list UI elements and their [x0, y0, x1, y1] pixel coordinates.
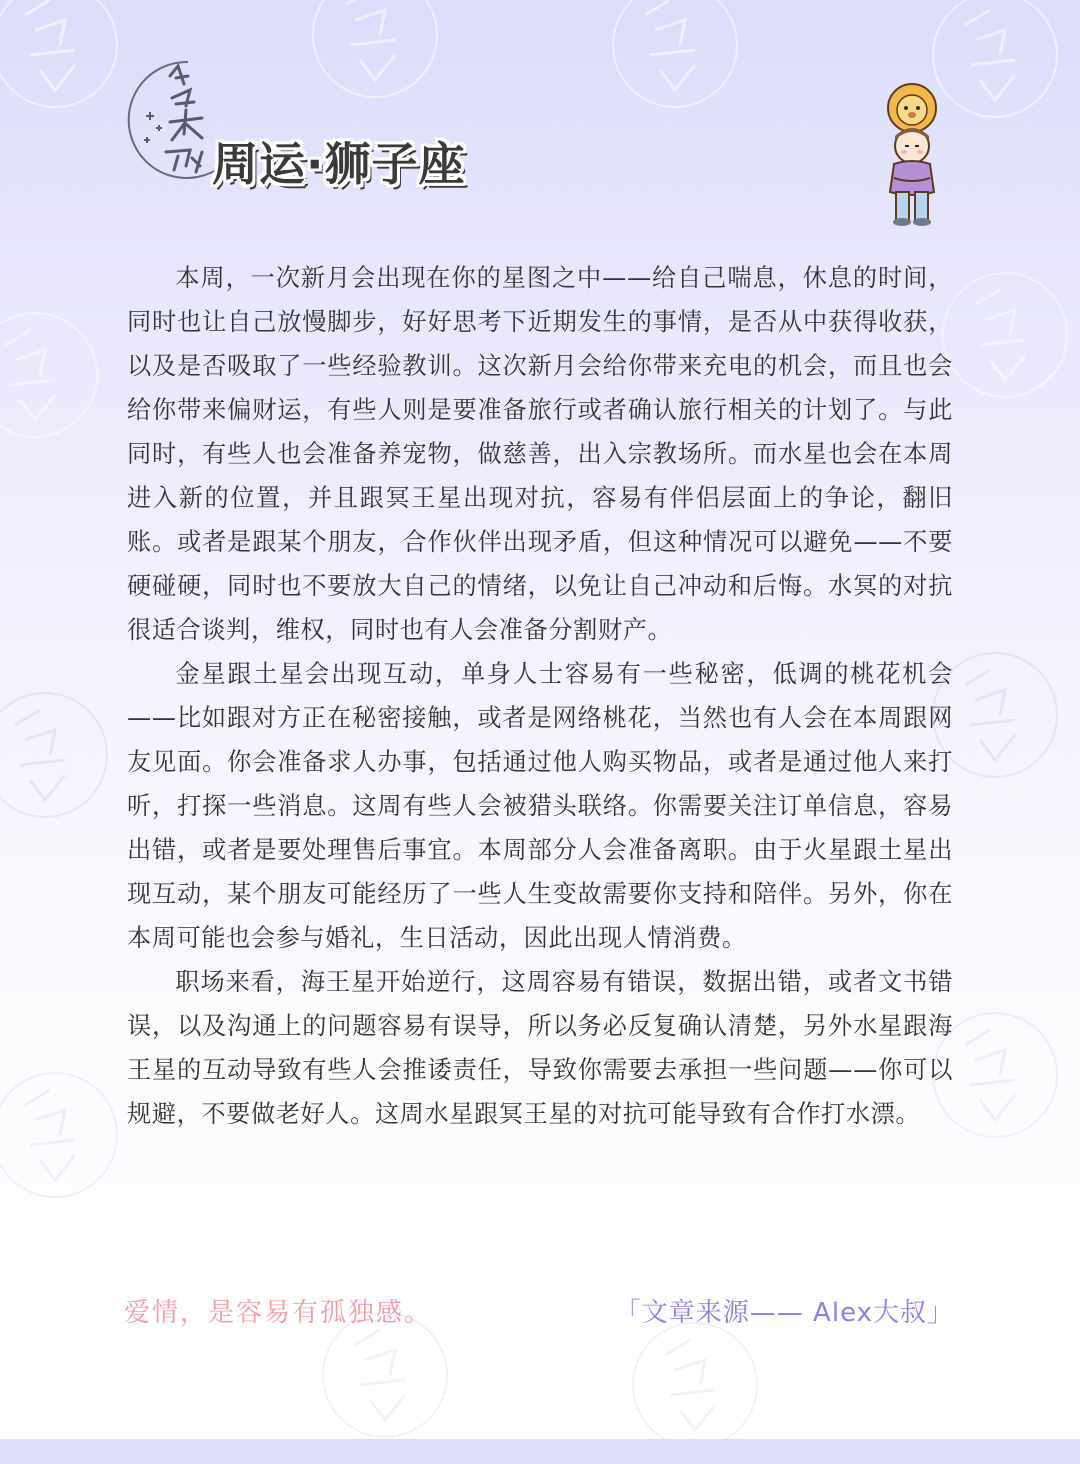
- header: [0, 0, 1080, 240]
- page-title: 周运·狮子座: [212, 137, 466, 191]
- source-credit: 「文章来源—— Alex大叔」: [614, 1298, 954, 1328]
- watermark-logo: [0, 1060, 130, 1210]
- watermark-logo: [0, 680, 120, 830]
- article-paragraph: 本周，一次新月会出现在你的星图之中——给自己喘息，休息的时间，同时也让自己放慢脚步，好好思考下近期发生的事情，是否从中获得收获，以及是否吸取了一些经验教训。这次新月会给你带来充电的机会，而且也会给你带来偏财运，有些人则是要准备旅行或者确认旅行相关的计划了。与此同时，有些人也会准备养宠物，做慈善，出入宗教场所。而水星也会在本周进入新的位置，并且跟冥王星出现对抗，容易有伴侣层面上的争论，翻旧账。或者是跟某个朋友，合作伙伴出现矛盾，但这种情况可以避免——不要硬碰硬，同时也不要放大自己的情绪，以免让自己冲动和后悔。水冥的对抗很适合谈判，维权，同时也有人会准备分割财产。: [127, 264, 953, 644]
- article-paragraph: 职场来看，海王星开始逆行，这周容易有错误，数据出错，或者文书错误，以及沟通上的问题容易有误导，所以务必反复确认清楚，另外水星跟海王星的互动导致有些人会推诿责任，导致你需要去承担一些问题——你可以规避，不要做老好人。这周水星跟冥王星的对抗可能导致有合作打水漂。: [127, 968, 953, 1128]
- love-summary: 爱情，是容易有孤独感。: [124, 1298, 433, 1328]
- footer: [124, 1288, 954, 1336]
- lion-mascot-illustration: [862, 80, 962, 230]
- horoscope-article: [127, 256, 953, 1136]
- article-paragraph: 金星跟土星会出现互动，单身人士容易有一些秘密，低调的桃花机会——比如跟对方正在秘密接触，或者是网络桃花，当然也有人会在本周跟网友见面。你会准备求人办事，包括通过他人购买物品，或者是通过他人来打听，打探一些消息。这周有些人会被猎头联络。你需要关注订单信息，容易出错，或者是要处理售后事宜。本周部分人会准备离职。由于火星跟土星出现互动，某个朋友可能经历了一些人生变故需要你支持和陪伴。另外，你在本周可能也会参与婚礼，生日活动，因此出现人情消费。: [127, 660, 953, 952]
- watermark-logo: [0, 300, 110, 450]
